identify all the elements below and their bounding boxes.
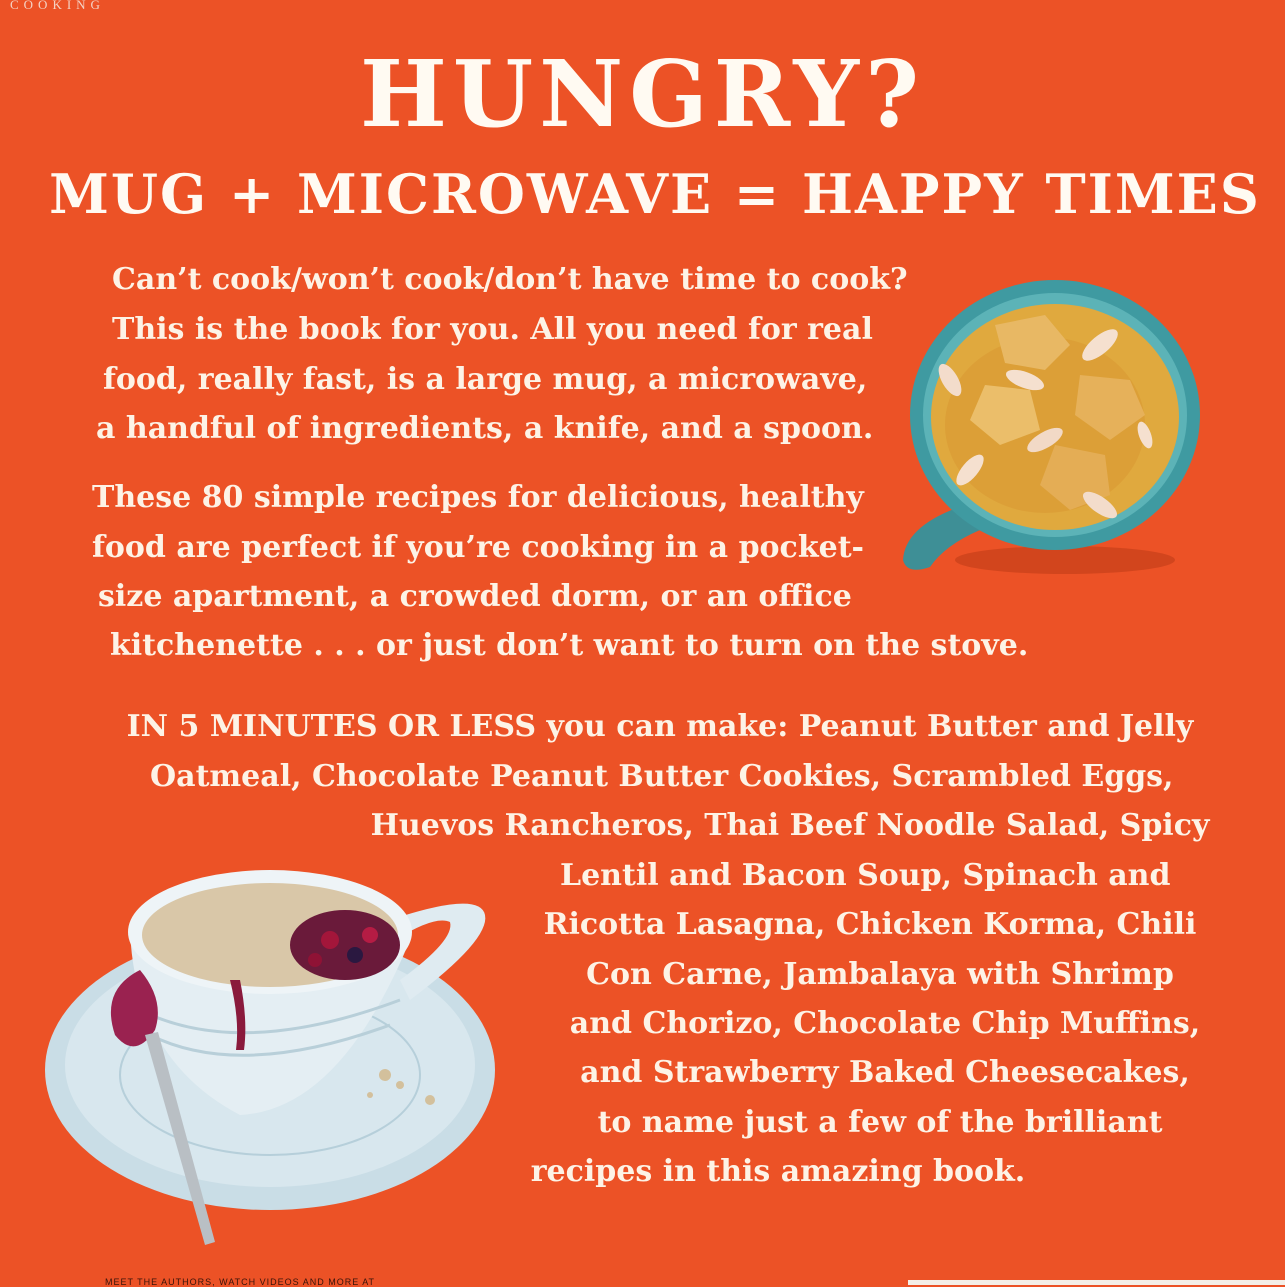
crumb [367, 1092, 373, 1098]
paragraph3-line: recipes in this amazing book. [530, 1154, 1026, 1189]
crumb [379, 1069, 391, 1081]
paragraph3-line: and Chorizo, Chocolate Chip Muffins, [569, 1006, 1201, 1041]
footer-bar [908, 1280, 1285, 1285]
curry-mug-image [895, 275, 1205, 585]
paragraph3-line: Huevos Rancheros, Thai Beef Noodle Salad, Spicy [370, 808, 1210, 843]
berry [347, 947, 363, 963]
crumb [396, 1081, 404, 1089]
crumb [425, 1095, 435, 1105]
crumble-mug-image [40, 860, 510, 1260]
paragraph1-line: Can’t cook/won’t cook/don’t have time to cook? [112, 262, 908, 297]
paragraph2-line: size apartment, a crowded dorm, or an office [98, 579, 852, 614]
paragraph3-line: IN 5 MINUTES OR LESS you can make: Peanut Butter and Jelly [126, 709, 1194, 744]
berry-filling [290, 910, 400, 980]
berry [308, 953, 322, 967]
paragraph1-line: food, really fast, is a large mug, a microwave, [103, 362, 868, 397]
paragraph1-line: a handful of ingredients, a knife, and a spoon. [96, 411, 874, 446]
paragraph3-line: Ricotta Lasagna, Chicken Korma, Chili [543, 907, 1197, 942]
paragraph2-line: These 80 simple recipes for delicious, healthy [92, 480, 864, 515]
berry [362, 927, 378, 943]
footer-text: MEET THE AUTHORS, WATCH VIDEOS AND MORE AT [105, 1277, 376, 1287]
headline: HUNGRY? [359, 40, 926, 148]
paragraph3-line: Con Carne, Jambalaya with Shrimp [586, 957, 1174, 992]
paragraph3-line: and Strawberry Baked Cheesecakes, [580, 1055, 1190, 1090]
mug-shadow [955, 546, 1175, 574]
paragraph3-line: to name just a few of the brilliant [597, 1105, 1163, 1140]
paragraph3-line: Oatmeal, Chocolate Peanut Butter Cookies, Scrambled Eggs, [150, 759, 1174, 794]
paragraph1-line: This is the book for you. All you need for real [112, 312, 873, 347]
berry [321, 931, 339, 949]
paragraph2-line: food are perfect if you’re cooking in a pocket- [92, 530, 865, 565]
paragraph3-line: Lentil and Bacon Soup, Spinach and [560, 858, 1171, 893]
category-label: COOKING [10, 0, 105, 12]
subheadline: MUG + MICROWAVE = HAPPY TIMES [49, 162, 1261, 226]
paragraph2-line: kitchenette . . . or just don’t want to turn on the stove. [110, 628, 1029, 663]
